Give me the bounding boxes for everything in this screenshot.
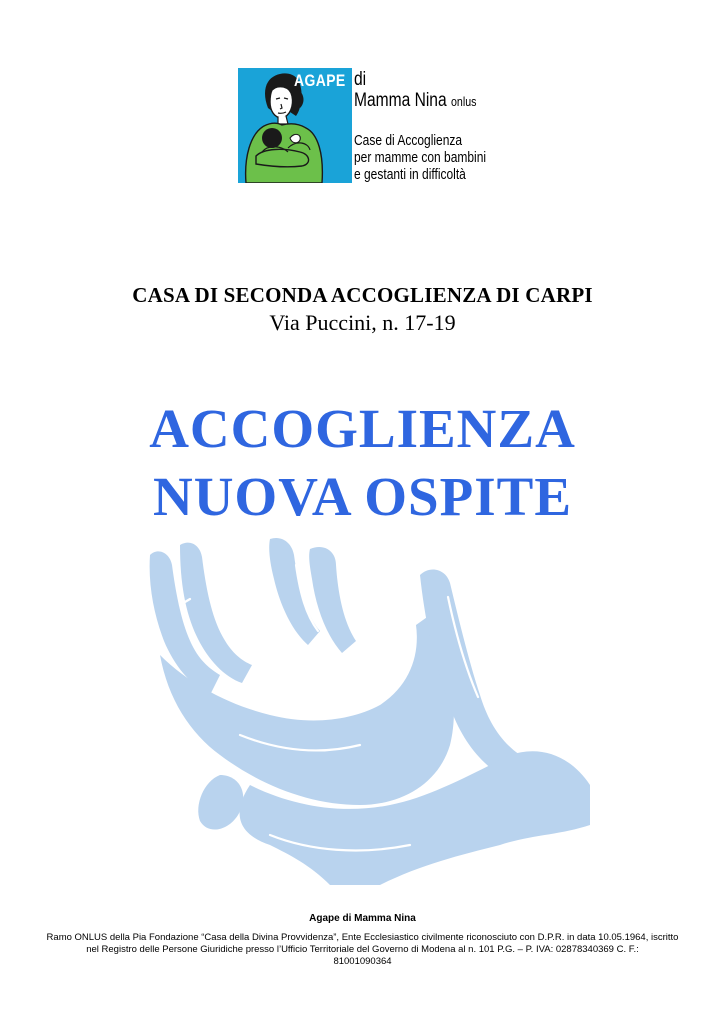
logo-tagline-line: Case di Accoglienza [354,132,463,149]
logo-tagline [354,132,486,183]
logo-name-text: Mamma Nina [354,90,447,111]
document-title-line-2: NUOVA OSPITE [152,466,573,527]
organization-logo [238,68,538,186]
document-title-line-1: ACCOGLIENZA [149,398,576,459]
logo-tagline-line: per mamme con bambini [354,149,487,166]
footer-line: 81001090364 [333,956,392,967]
logo-brand: AGAPE [294,71,346,90]
house-address: Via Puccini, n. 17-19 [269,310,456,335]
praying-hands-icon [120,535,600,900]
house-heading: CASA DI SECONDA ACCOGLIENZA DI CARPI [132,283,593,307]
footer-line: Ramo ONLUS della Pia Fondazione “Casa della Divina Provvidenza”, Ente Ecclesiastico civilmente riconosciuto con D.P.R. in data 10.05.1964, iscritto [46,932,679,943]
logo-tagline-line: e gestanti in difficoltà [354,166,466,183]
logo-di: di [354,69,367,90]
logo-mother-child-icon [238,68,352,183]
footer-line: nel Registro delle Persone Giuridiche presso l’Ufficio Territoriale del Governo di Modena al n. 101 P.G. – P. IVA: 02878340369 C. F.: [86,944,639,955]
footer-organization: Agape di Mamma Nina [309,913,416,924]
footer-legal-text [40,932,685,968]
logo-name [354,90,476,112]
logo-onlus: onlus [450,94,477,109]
